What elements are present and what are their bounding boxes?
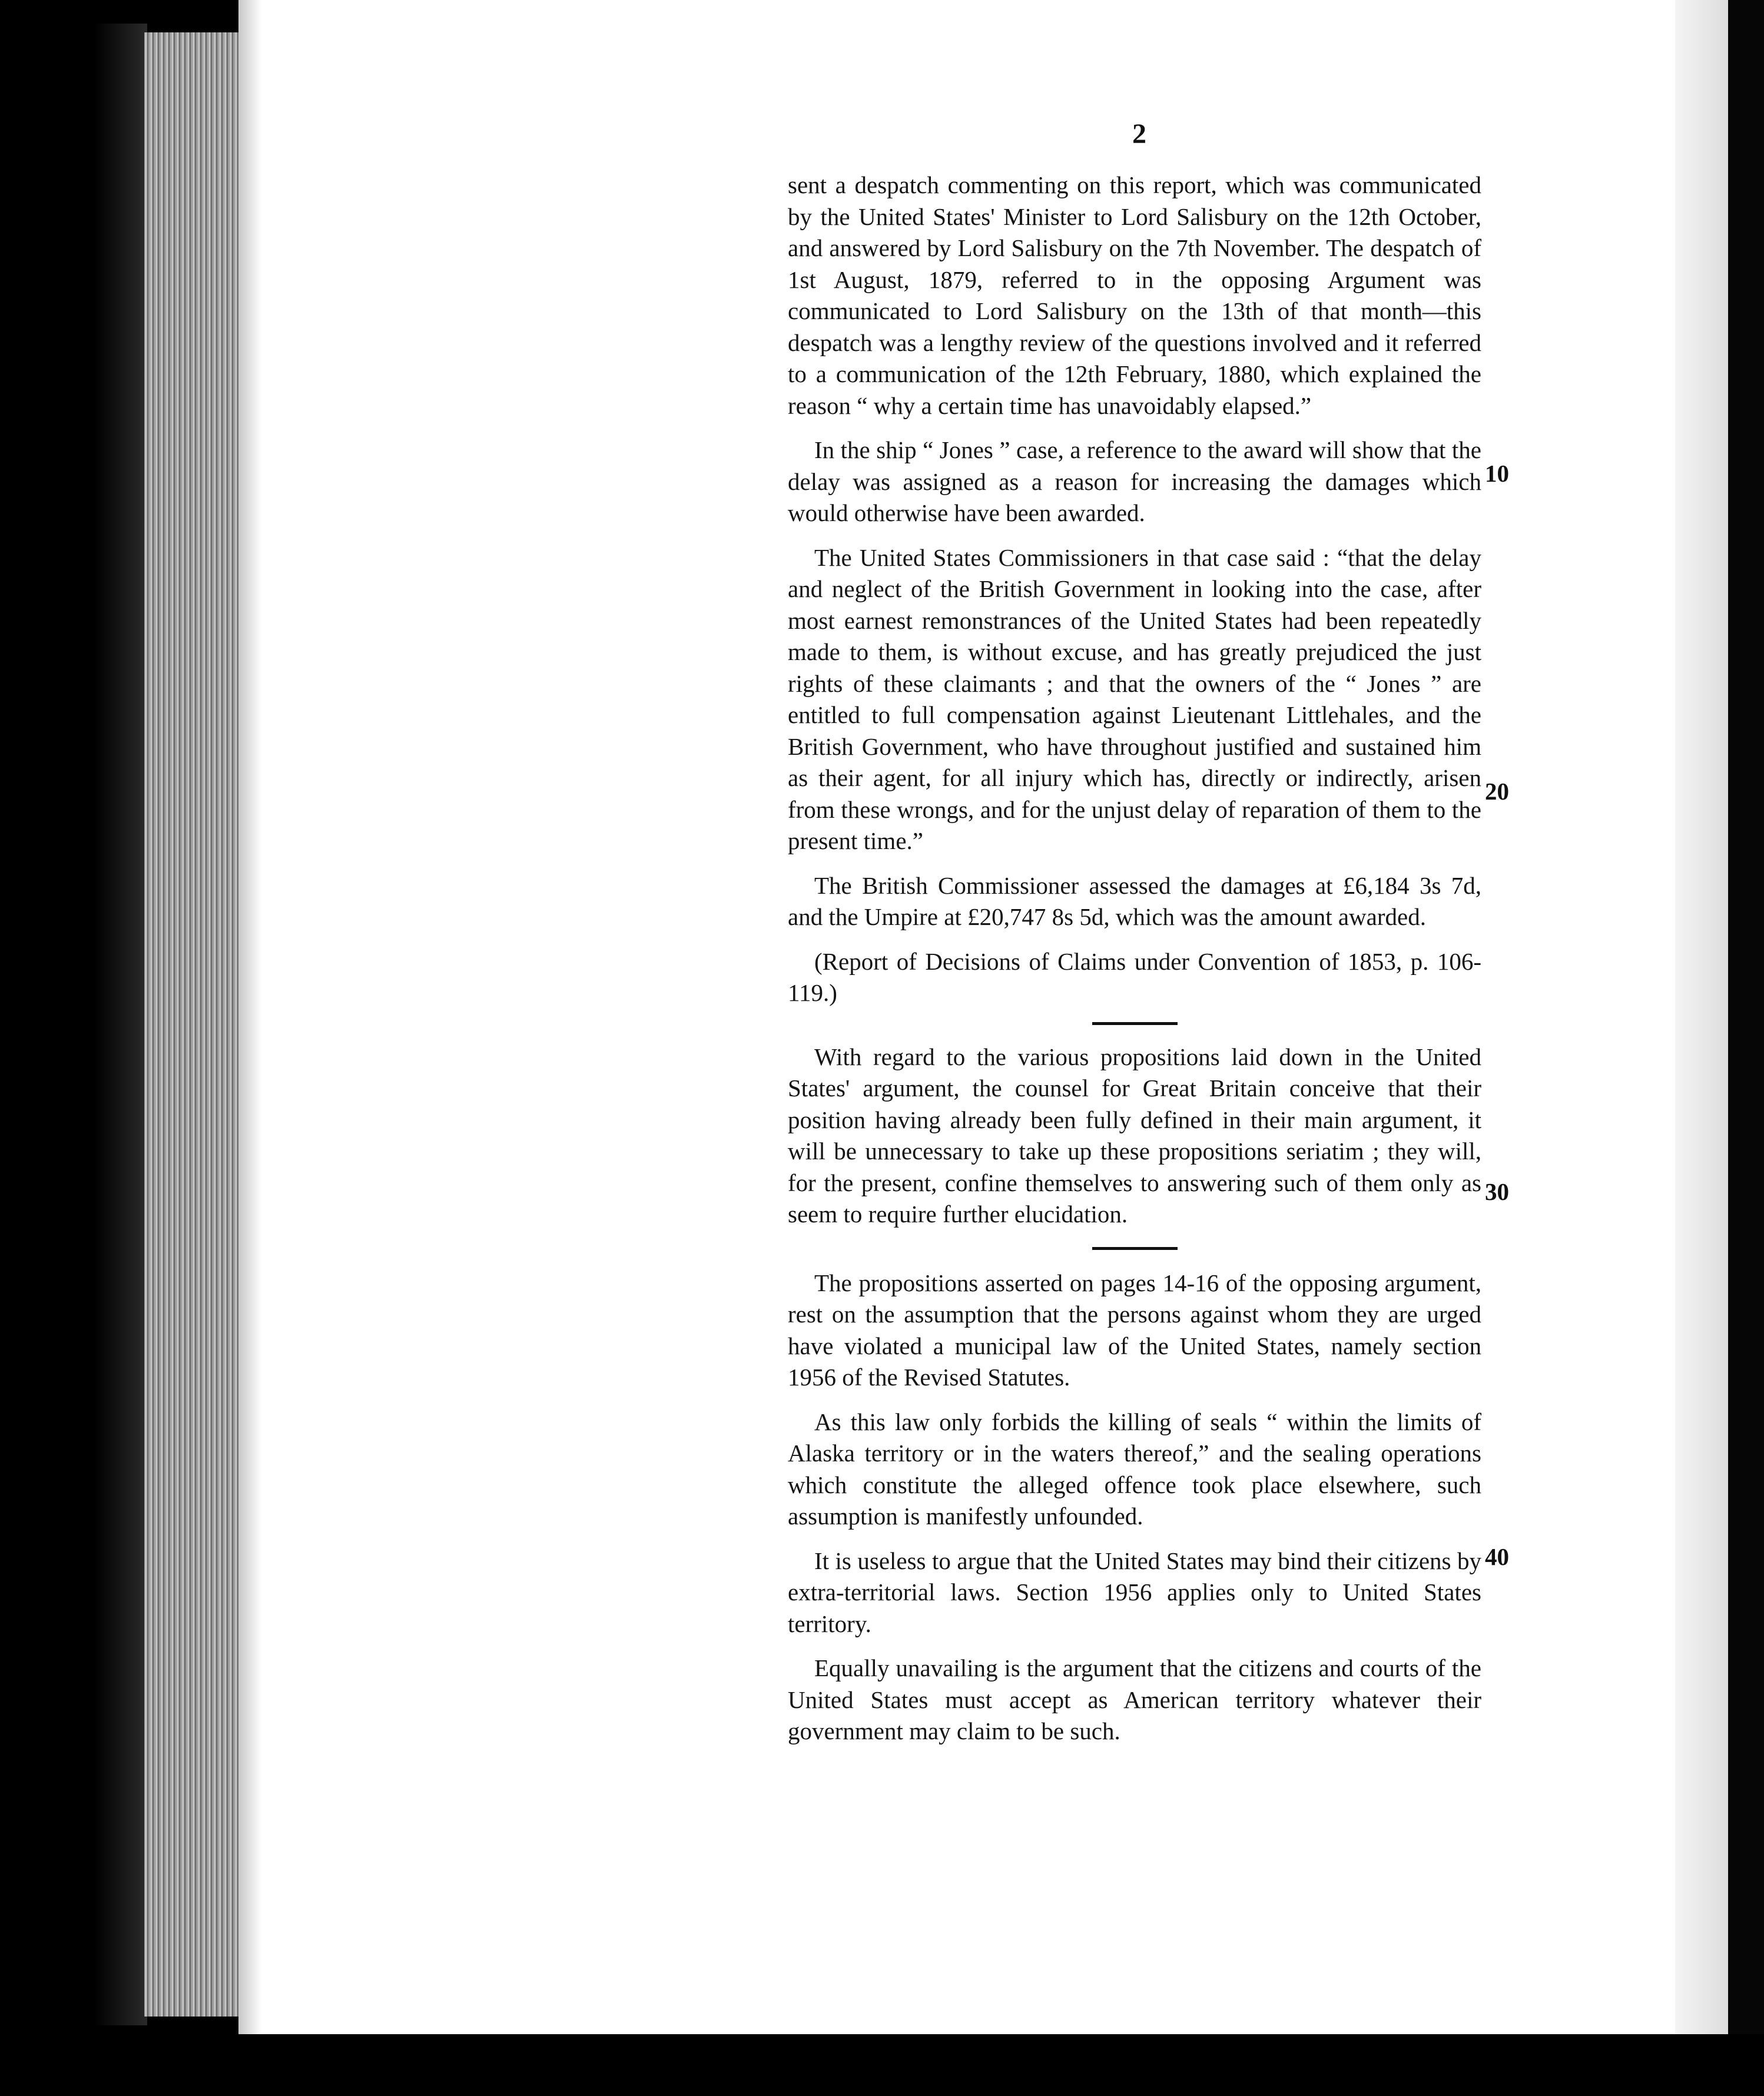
paragraph-5-citation: (Report of Decisions of Claims under Convention of 1853, p. 106-119.) bbox=[788, 947, 1481, 1006]
line-number-30: 30 bbox=[1485, 1178, 1509, 1205]
scan-border-right bbox=[1728, 0, 1764, 2096]
paragraph-1: sent a despatch commenting on this report, which was communicated by the United States' Minister to Lord Salisbury on the 12th October, and answered by Lord Salisbury on the 7th November. The despatch of 1st August, 1879, referred to in the opposing Argument was communicated to Lord Salisbury on the 13th of that month—this despatch was a lengthy review of the questions involved and it referred to a communication of the 12th February, 1880, which explained the reason “ why a certain time has unavoidably elapsed.” bbox=[788, 171, 1481, 419]
page-number: 2 bbox=[1132, 118, 1146, 150]
facing-page-edge bbox=[1675, 0, 1731, 2096]
paragraph-3: The United States Commissioners in that case said : “that the delay and neglect of the British Government in looking into the case, after most earnest remonstrances of the United States had been repeatedly made to them, is without excuse, and has greatly prejudiced the just rights of these claimants ; and that the owners of the “ Jones ” are entitled to full compensation against Lieutenant Littlehales, and the British Government, who have throughout justified and sustained him as their agent, for all injury which has, directly or indirectly, arisen from these wrongs, and for the unjust delay of reparation of them to the present time.” bbox=[788, 543, 1481, 854]
line-number-20: 20 bbox=[1485, 778, 1509, 805]
paragraph-6: With regard to the various propositions laid down in the United States' argument, the counsel for Great Britain conceive that their position having already been fully defined in their main argument, it will be unnecessary to take up these propositions seriatim ; they will, for the present, confine themselves to answering such of them only as seem to require further elucidation. bbox=[788, 1043, 1481, 1228]
section-divider bbox=[1092, 1022, 1178, 1025]
gutter-shadow bbox=[238, 0, 262, 2096]
page-edge-stack bbox=[144, 32, 241, 2017]
paragraph-2: In the ship “ Jones ” case, a reference to the award will show that the delay was assigned as a reason for increasing the damages which would otherwise have been awarded. bbox=[788, 436, 1481, 526]
paragraph-4: The British Commissioner assessed the damages at £6,184 3s 7d, and the Umpire at £20,747 8s 5d, which was the amount awarded. bbox=[788, 871, 1481, 930]
line-number-40: 40 bbox=[1485, 1543, 1509, 1570]
line-number-10: 10 bbox=[1485, 460, 1509, 487]
paragraph-7: The propositions asserted on pages 14-16 of the opposing argument, rest on the assumption that the persons against whom they are urged have violated a municipal law of the United States, namely section 1956 of the Revised Statutes. bbox=[788, 1269, 1481, 1391]
paragraph-10: Equally unavailing is the argument that the citizens and courts of the United States must accept as American territory whatever their government may claim to be such. bbox=[788, 1654, 1481, 1745]
scan-border-bottom bbox=[0, 2034, 1764, 2096]
body-text bbox=[788, 170, 1481, 1747]
book-spine-shadow bbox=[94, 24, 147, 2025]
section-divider bbox=[1092, 1247, 1178, 1250]
paragraph-8: As this law only forbids the killing of seals “ within the limits of Alaska territory or in the waters thereof,” and the sealing operations which constitute the alleged offence took place elsewhere, such assumption is manifestly unfounded. bbox=[788, 1408, 1481, 1530]
paragraph-9: It is useless to argue that the United States may bind their citizens by extra-territorial laws. Section 1956 applies only to United States territory. bbox=[788, 1547, 1481, 1637]
